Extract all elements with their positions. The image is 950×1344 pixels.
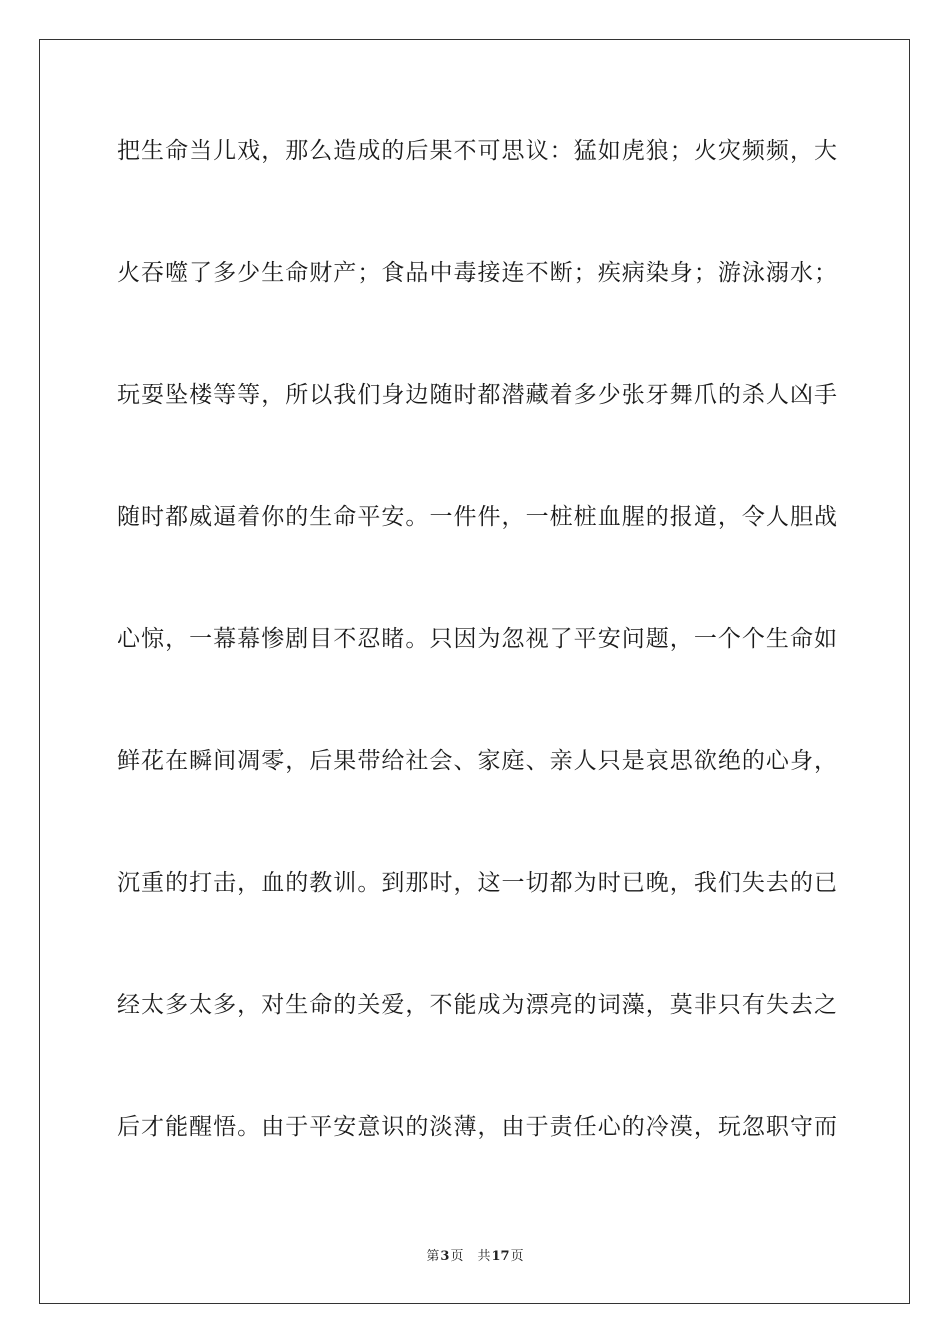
text-line-8: 经太多太多，对生命的关爱，不能成为漂亮的词藻，莫非只有失去之	[117, 992, 837, 1018]
text-line-5: 心惊，一幕幕惨剧目不忍睹。只因为忽视了平安问题，一个个生命如	[117, 626, 837, 652]
text-line-4: 随时都威逼着你的生命平安。一件件，一桩桩血腥的报道，令人胆战	[117, 504, 837, 530]
text-line-9: 后才能醒悟。由于平安意识的淡薄，由于责任心的冷漠，玩忽职守而	[117, 1114, 837, 1140]
total-pages: 17	[491, 1249, 510, 1264]
page-prefix: 第	[426, 1249, 440, 1264]
total-suffix: 页	[510, 1249, 524, 1264]
page-footer	[0, 1248, 950, 1266]
document-body	[117, 128, 837, 1226]
text-line-6: 鲜花在瞬间凋零，后果带给社会、家庭、亲人只是哀思欲绝的心身，	[117, 748, 837, 774]
total-prefix: 共	[477, 1249, 491, 1264]
text-line-2: 火吞噬了多少生命财产；食品中毒接连不断；疾病染身；游泳溺水；	[117, 260, 837, 286]
page-suffix: 页	[450, 1249, 464, 1264]
page-number: 3	[440, 1249, 450, 1264]
total-pages-label	[477, 1249, 523, 1264]
text-line-3: 玩耍坠楼等等，所以我们身边随时都潜藏着多少张牙舞爪的杀人凶手	[117, 382, 837, 408]
text-line-1: 把生命当儿戏，那么造成的后果不可思议：猛如虎狼；火灾频频，大	[117, 138, 837, 164]
page-label	[426, 1249, 463, 1264]
text-line-7: 沉重的打击，血的教训。到那时，这一切都为时已晚，我们失去的已	[117, 870, 837, 896]
